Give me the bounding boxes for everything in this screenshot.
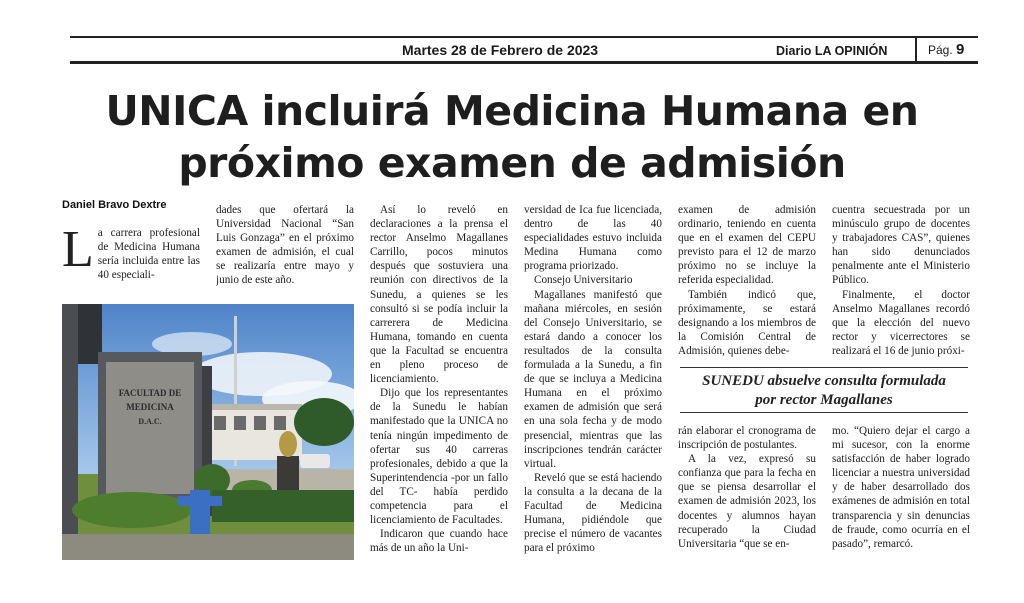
subheading-line-2: por rector Magallanes xyxy=(755,392,893,408)
article-column-1 xyxy=(62,226,200,290)
byline: Daniel Bravo Dextre xyxy=(62,199,167,211)
header-divider xyxy=(915,38,917,62)
paragraph: mo. “Quiero dejar el cargo a mi sucesor, con la enorme satisfacción de haber logrado licenciar a nuestra universidad y de haber desarrollado dos exámenes de admisión en total transparencia y sin denuncias de fraude, como ocurría en el pasado”, remarcó. xyxy=(832,425,970,550)
headline-line-1: UNICA incluirá Medicina Humana en xyxy=(105,87,919,135)
drop-cap: L xyxy=(62,226,94,278)
article-column-3 xyxy=(370,203,508,579)
subheading-line-1: SUNEDU absuelve consulta formulada xyxy=(702,373,946,389)
page-number: 9 xyxy=(956,41,965,58)
paragraph: También indicó que, próximamente, se estará designando a los miembros de la Comisión Central de Admisión, quienes debe- xyxy=(678,288,816,357)
paragraph: Reveló que se está haciendo la consulta a la decana de la Facultad de Medicina Humana, pidiéndole que precise el número de vacantes para el próximo xyxy=(524,471,662,555)
paragraph: A la vez, expresó su confianza que para la fecha en que se piensa desarrollar el examen de admisión 2023, los docentes y alumnos hayan recuperado la Ciudad Universitaria “que se en- xyxy=(678,453,816,550)
paragraph: Finalmente, el doctor Anselmo Magallanes recordó que la elección del nuevo rector y vicerrectores se realizará el 16 de junio próxi- xyxy=(832,288,970,357)
sign-text-2: MEDICINA xyxy=(126,402,174,412)
article-column-6-bottom xyxy=(832,424,970,580)
paragraph: rán elaborar el cronograma de inscripción de postulantes. xyxy=(678,425,816,452)
paragraph: cuentra secuestrada por un minúsculo grupo de docentes y trabajadores CAS”, quienes han sido denunciados penalmente ante el Ministerio Público. xyxy=(832,204,970,287)
issue-date: Martes 28 de Febrero de 2023 xyxy=(402,42,599,58)
paragraph: Magallanes manifestó que mañana miércoles, en sesión del Consejo Universitario, se estará dando a conocer los resultados de la consulta formulada a la Sunedu, a fin de que se incluya a Medicina Humana en el próximo examen de admisión que será en una sola fecha y de modo presencial, mientras que las inscripciones tendrán carácter virtual. xyxy=(524,288,662,470)
sign-text-1: FACULTAD DE xyxy=(118,388,182,398)
faculty-building-image xyxy=(62,304,354,560)
article-column-5-bottom xyxy=(678,424,816,580)
page-label: Pág. xyxy=(928,43,953,57)
header-bottom-rule xyxy=(70,61,978,64)
lead-paragraph: a carrera profesional de Medicina Humana sería incluida entre las 40 especiali- xyxy=(97,227,200,282)
header-top-rule xyxy=(70,36,978,38)
paragraph: Dijo que los representantes de la Sunedu le habían manifestado que la UNICA no tenía ningún impedimento de ofertar sus 40 carreras profesionales, debido a que la Superintendencia -por un fallo del TC- había perdido competencia para el licenciamiento de Facultades. xyxy=(370,387,508,527)
page-indicator xyxy=(928,41,964,58)
paragraph: Así lo reveló en declaraciones a la prensa el rector Anselmo Magallanes Carrillo, pocos minutos después que sostuviera una reunión con directivos de la Sunedu, a quienes se les consultó si se podía incluir la carrerera de Medicina Humana, tomando en cuenta que la Facultad se encuentra en pleno proceso de licenciamiento. xyxy=(370,204,508,386)
faculty-photo xyxy=(62,304,354,560)
sign-text-3: D.A.C. xyxy=(138,417,162,426)
article-column-6-top xyxy=(832,203,970,361)
article-column-2 xyxy=(216,203,354,291)
article-column-5-top xyxy=(678,203,816,361)
article-column-4 xyxy=(524,203,662,579)
paragraph: Indicaron que cuando hace más de un año la Uni- xyxy=(370,528,508,555)
paragraph: examen de admisión ordinario, teniendo en cuenta que en el examen del CEPU previsto para el 12 de marzo próximo no se incluye la referida especialidad. xyxy=(678,204,816,287)
section-subheading: Consejo Universitario xyxy=(534,274,633,287)
paragraph: versidad de Ica fue licenciada, dentro de las 40 especialidades estuvo incluida Medina Humana como programa priorizado. xyxy=(524,204,662,273)
paragraph: dades que ofertará la Universidad Nacional “San Luis Gonzaga” en el próximo examen de admisión, el cual se realizaría entre mayo y junio de este año. xyxy=(216,204,354,287)
subheading-box xyxy=(680,367,968,413)
newspaper-name: Diario LA OPINIÓN xyxy=(776,44,888,58)
headline-line-2: próximo examen de admisión xyxy=(178,139,846,187)
